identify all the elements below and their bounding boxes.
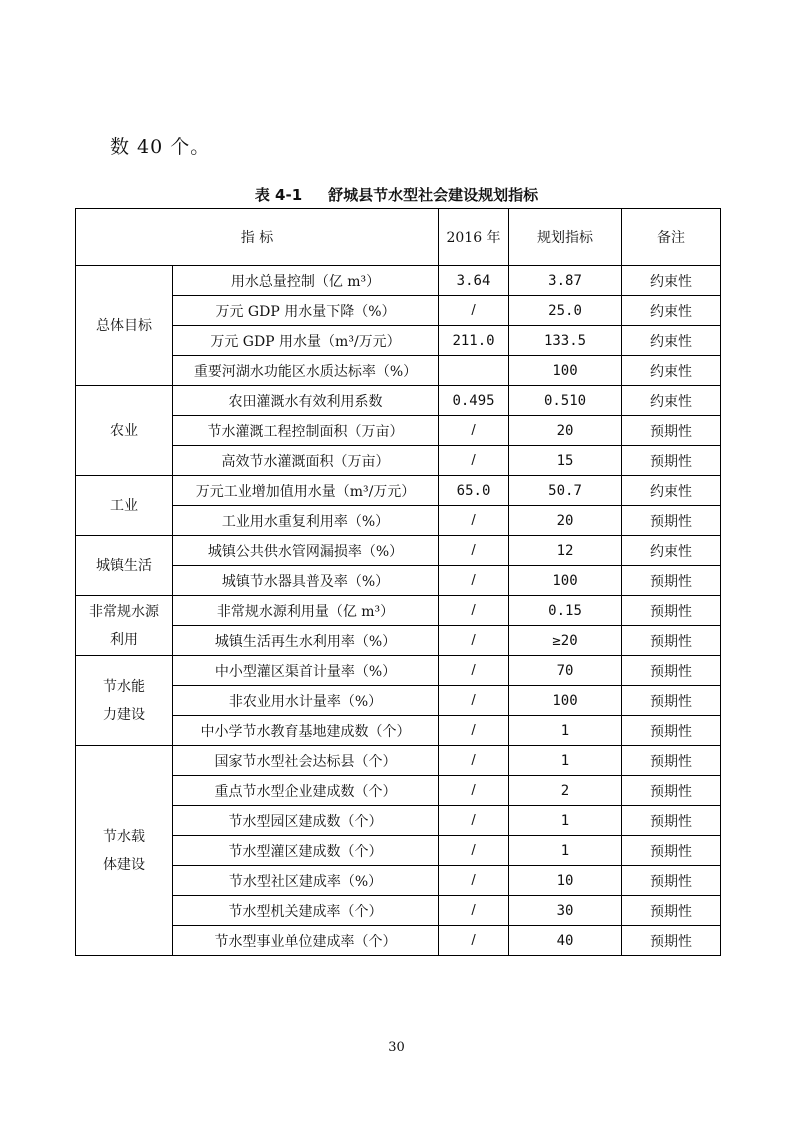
- indicator-name-cell: 节水型机关建成率（个）: [173, 896, 439, 926]
- table-row: [76, 836, 721, 866]
- target-value-cell: 1: [509, 806, 622, 836]
- note-cell: 预期性: [622, 686, 721, 716]
- year-value-cell: /: [439, 566, 509, 596]
- year-value-cell: /: [439, 806, 509, 836]
- table-number: 表 4-1: [254, 186, 303, 204]
- year-value-cell: /: [439, 746, 509, 776]
- note-cell: 约束性: [622, 536, 721, 566]
- year-value-cell: /: [439, 596, 509, 626]
- note-cell: 约束性: [622, 296, 721, 326]
- target-value-cell: 0.510: [509, 386, 622, 416]
- note-cell: 预期性: [622, 716, 721, 746]
- category-cell: 城镇生活: [76, 536, 173, 596]
- year-value-cell: /: [439, 686, 509, 716]
- year-value-cell: /: [439, 296, 509, 326]
- header-year: 2016 年: [439, 209, 509, 266]
- note-cell: 约束性: [622, 266, 721, 296]
- table-row: [76, 476, 721, 506]
- intro-text: 数 40 个。: [110, 136, 211, 158]
- table-row: [76, 896, 721, 926]
- year-value-cell: /: [439, 626, 509, 656]
- target-value-cell: 20: [509, 506, 622, 536]
- note-cell: 预期性: [622, 896, 721, 926]
- target-value-cell: 30: [509, 896, 622, 926]
- table-row: [76, 356, 721, 386]
- table-row: [76, 596, 721, 626]
- indicator-name-cell: 工业用水重复利用率（%）: [173, 506, 439, 536]
- header-indicator: 指 标: [76, 209, 439, 266]
- note-cell: 预期性: [622, 806, 721, 836]
- year-value-cell: /: [439, 776, 509, 806]
- indicator-name-cell: 重要河湖水功能区水质达标率（%）: [173, 356, 439, 386]
- target-value-cell: 133.5: [509, 326, 622, 356]
- year-value-cell: /: [439, 836, 509, 866]
- note-cell: 预期性: [622, 776, 721, 806]
- indicator-name-cell: 城镇生活再生水利用率（%）: [173, 626, 439, 656]
- target-value-cell: 15: [509, 446, 622, 476]
- table-row: [76, 536, 721, 566]
- indicator-name-cell: 万元工业增加值用水量（m³/万元）: [173, 476, 439, 506]
- target-value-cell: 40: [509, 926, 622, 956]
- table-title: 舒城县节水型社会建设规划指标: [328, 186, 539, 204]
- indicator-name-cell: 城镇节水器具普及率（%）: [173, 566, 439, 596]
- table-row: [76, 866, 721, 896]
- year-value-cell: /: [439, 716, 509, 746]
- table-header-row: [76, 209, 721, 266]
- target-value-cell: 1: [509, 746, 622, 776]
- table-row: [76, 446, 721, 476]
- year-value-cell: /: [439, 506, 509, 536]
- table-row: [76, 626, 721, 656]
- note-cell: 预期性: [622, 596, 721, 626]
- indicator-name-cell: 节水灌溉工程控制面积（万亩）: [173, 416, 439, 446]
- target-value-cell: 20: [509, 416, 622, 446]
- target-value-cell: 1: [509, 836, 622, 866]
- table-row: [76, 416, 721, 446]
- target-value-cell: 1: [509, 716, 622, 746]
- page-number: 30: [388, 1040, 405, 1055]
- year-value-cell: /: [439, 536, 509, 566]
- table-row: [76, 566, 721, 596]
- year-value-cell: /: [439, 926, 509, 956]
- year-value-cell: /: [439, 446, 509, 476]
- note-cell: 预期性: [622, 446, 721, 476]
- target-value-cell: 2: [509, 776, 622, 806]
- target-value-cell: 3.87: [509, 266, 622, 296]
- note-cell: 预期性: [622, 506, 721, 536]
- note-cell: 约束性: [622, 476, 721, 506]
- table-row: [76, 296, 721, 326]
- year-value-cell: /: [439, 656, 509, 686]
- indicator-name-cell: 节水型园区建成数（个）: [173, 806, 439, 836]
- note-cell: 预期性: [622, 746, 721, 776]
- indicator-name-cell: 用水总量控制（亿 m³）: [173, 266, 439, 296]
- year-value-cell: /: [439, 896, 509, 926]
- indicator-name-cell: 万元 GDP 用水量下降（%）: [173, 296, 439, 326]
- year-value-cell: 3.64: [439, 266, 509, 296]
- target-value-cell: 25.0: [509, 296, 622, 326]
- indicator-table-body: [76, 209, 721, 956]
- header-note: 备注: [622, 209, 721, 266]
- year-value-cell: 211.0: [439, 326, 509, 356]
- indicator-name-cell: 城镇公共供水管网漏损率（%）: [173, 536, 439, 566]
- target-value-cell: 100: [509, 566, 622, 596]
- table-row: [76, 386, 721, 416]
- category-cell: 总体目标: [76, 266, 173, 386]
- table-row: [76, 266, 721, 296]
- year-value-cell: 65.0: [439, 476, 509, 506]
- category-cell: 非常规水源 利用: [76, 596, 173, 656]
- indicator-name-cell: 中小型灌区渠首计量率（%）: [173, 656, 439, 686]
- indicator-table: [75, 208, 721, 956]
- target-value-cell: 100: [509, 686, 622, 716]
- table-row: [76, 716, 721, 746]
- year-value-cell: 0.495: [439, 386, 509, 416]
- target-value-cell: 100: [509, 356, 622, 386]
- target-value-cell: ≥20: [509, 626, 622, 656]
- indicator-name-cell: 非常规水源利用量（亿 m³）: [173, 596, 439, 626]
- note-cell: 预期性: [622, 416, 721, 446]
- note-cell: 预期性: [622, 836, 721, 866]
- indicator-name-cell: 节水型事业单位建成率（个）: [173, 926, 439, 956]
- note-cell: 预期性: [622, 926, 721, 956]
- indicator-name-cell: 高效节水灌溉面积（万亩）: [173, 446, 439, 476]
- table-row: [76, 746, 721, 776]
- indicator-name-cell: 重点节水型企业建成数（个）: [173, 776, 439, 806]
- indicator-name-cell: 国家节水型社会达标县（个）: [173, 746, 439, 776]
- header-target: 规划指标: [509, 209, 622, 266]
- category-cell: 节水载 体建设: [76, 746, 173, 956]
- note-cell: 预期性: [622, 656, 721, 686]
- note-cell: 约束性: [622, 356, 721, 386]
- category-cell: 农业: [76, 386, 173, 476]
- target-value-cell: 70: [509, 656, 622, 686]
- indicator-name-cell: 中小学节水教育基地建成数（个）: [173, 716, 439, 746]
- target-value-cell: 10: [509, 866, 622, 896]
- table-row: [76, 686, 721, 716]
- table-row: [76, 656, 721, 686]
- year-value-cell: [439, 356, 509, 386]
- target-value-cell: 50.7: [509, 476, 622, 506]
- indicator-name-cell: 节水型社区建成率（%）: [173, 866, 439, 896]
- table-row: [76, 506, 721, 536]
- note-cell: 预期性: [622, 566, 721, 596]
- table-row: [76, 806, 721, 836]
- indicator-name-cell: 万元 GDP 用水量（m³/万元）: [173, 326, 439, 356]
- indicator-name-cell: 农田灌溉水有效利用系数: [173, 386, 439, 416]
- indicator-name-cell: 节水型灌区建成数（个）: [173, 836, 439, 866]
- year-value-cell: /: [439, 416, 509, 446]
- target-value-cell: 0.15: [509, 596, 622, 626]
- table-row: [76, 326, 721, 356]
- indicator-name-cell: 非农业用水计量率（%）: [173, 686, 439, 716]
- table-row: [76, 776, 721, 806]
- note-cell: 约束性: [622, 326, 721, 356]
- note-cell: 预期性: [622, 626, 721, 656]
- year-value-cell: /: [439, 866, 509, 896]
- note-cell: 预期性: [622, 866, 721, 896]
- note-cell: 约束性: [622, 386, 721, 416]
- table-row: [76, 926, 721, 956]
- target-value-cell: 12: [509, 536, 622, 566]
- category-cell: 工业: [76, 476, 173, 536]
- category-cell: 节水能 力建设: [76, 656, 173, 746]
- table-caption: [0, 184, 793, 205]
